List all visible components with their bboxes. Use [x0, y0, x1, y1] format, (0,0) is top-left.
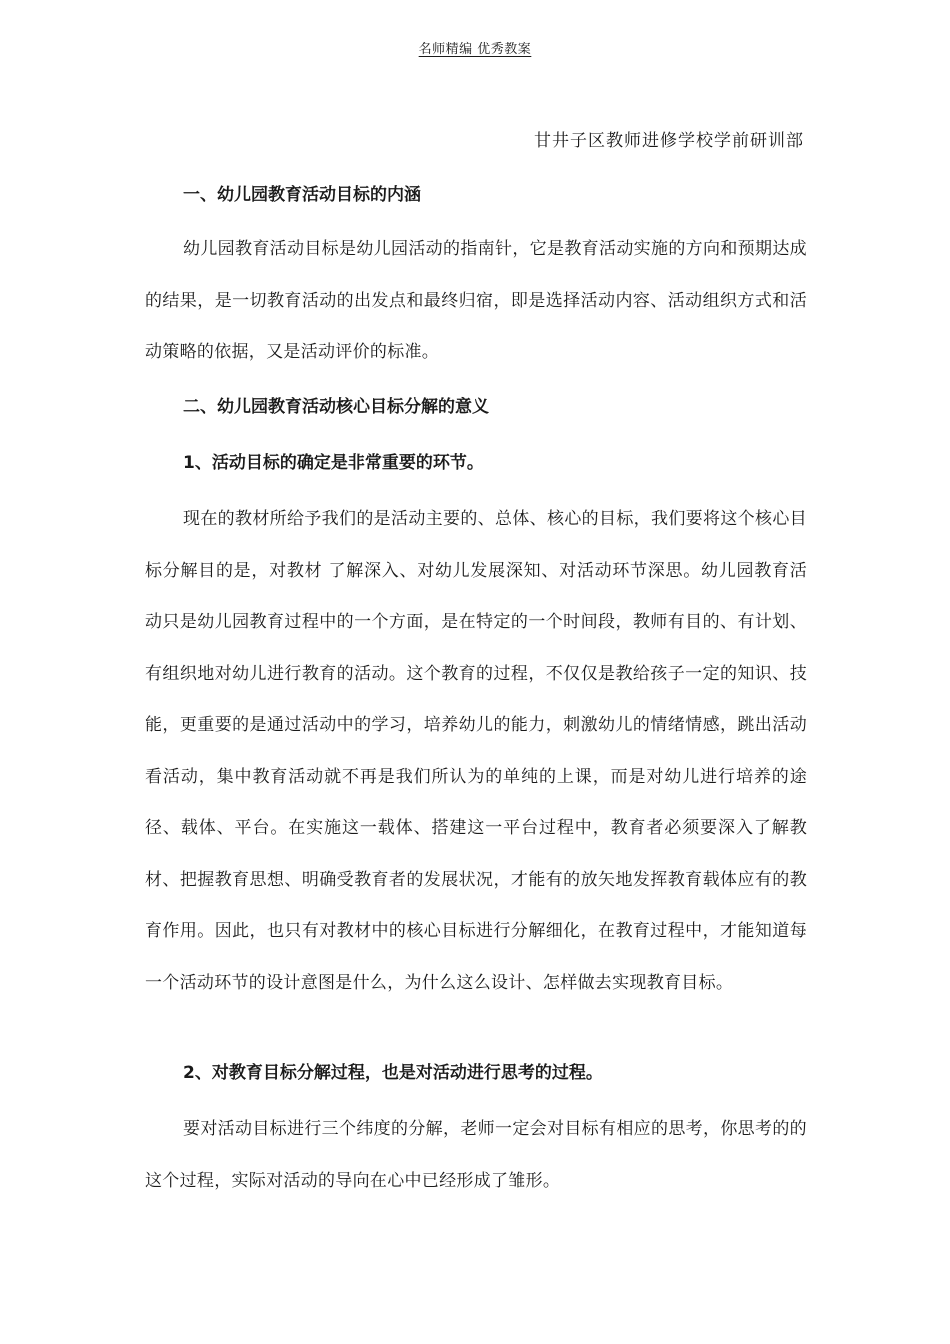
subsection1-paragraph: 现在的教材所给予我们的是活动主要的、总体、核心的目标，我们要将这个核心目标分解目的是，对教材 了解深入、对幼儿发展深知、对活动环节深思。幼儿园教育活动只是幼儿园教育过程中的一个方面，是在特定的一个时间段，教师有目的、有计划、有组织地对幼儿进行教育的活动。这个教育的过程，不仅仅是教给孩子一定的知识、技能，更重要的是通过活动中的学习，培养幼儿的能力，刺激幼儿的情绪情感，跳出活动看活动，集中教育活动就不再是我们所认为的单纯的上课，而是对幼儿进行培养的途径、载体、平台。在实施这一载体、搭建这一平台过程中，教育者必须要深入了解教材、把握教育思想、明确受教育者的发展状况，才能有的放矢地发挥教育载体应有的教育作用。因此，也只有对教材中的核心目标进行分解细化，在教育过程中，才能知道每一个活动环节的设计意图是什么，为什么这么设计、怎样做去实现教育目标。 — [145, 509, 807, 993]
section2-heading: 二、幼儿园教育活动核心目标分解的意义 — [183, 397, 489, 417]
subsection2-paragraph: 要对活动目标进行三个纬度的分解，老师一定会对目标有相应的思考，你思考的的这个过程，实际对活动的导向在心中已经形成了雏形。 — [145, 1119, 807, 1191]
page-header — [0, 38, 950, 57]
subsection2-heading: 2、对教育目标分解过程，也是对活动进行思考的过程。 — [183, 1063, 603, 1083]
author-line: 甘井子区教师进修学校学前研训部 — [534, 131, 804, 151]
subsection1-heading: 1、活动目标的确定是非常重要的环节。 — [183, 453, 484, 473]
section1-paragraph: 幼儿园教育活动目标是幼儿园活动的指南针，它是教育活动实施的方向和预期达成的结果，是一切教育活动的出发点和最终归宿，即是选择活动内容、活动组织方式和活动策略的依据，又是活动评价的标准。 — [145, 239, 807, 362]
section1-heading: 一、幼儿园教育活动目标的内涵 — [183, 185, 421, 205]
header-text: 名师精编 优秀教案 — [418, 42, 532, 57]
